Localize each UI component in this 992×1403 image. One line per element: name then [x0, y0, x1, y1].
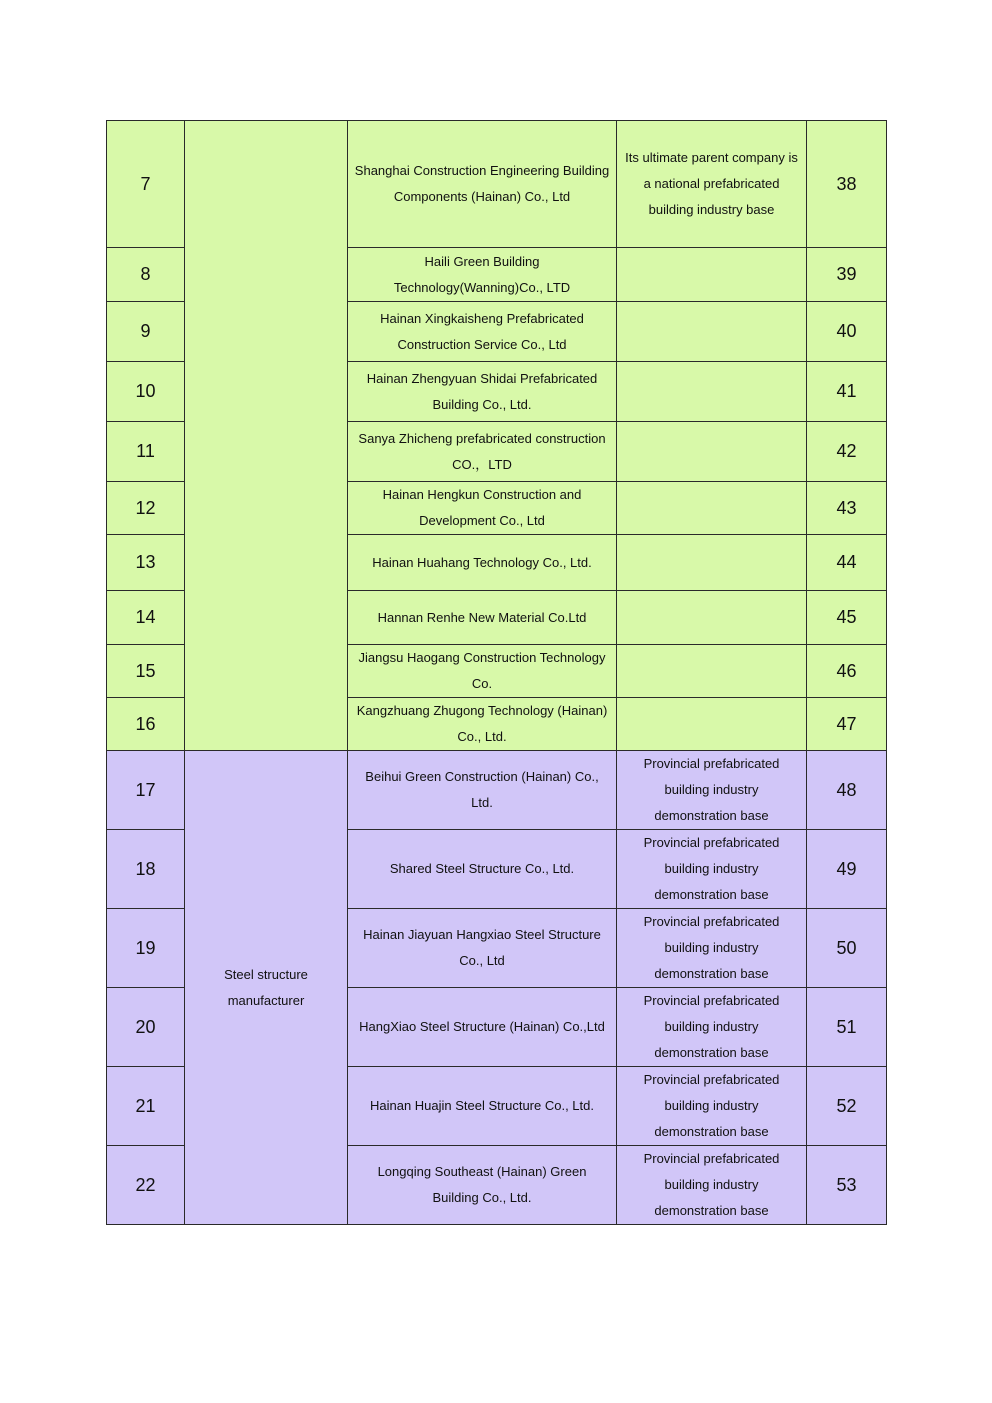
category-cell: [185, 121, 348, 751]
company-name: Hannan Renhe New Material Co.Ltd: [348, 591, 617, 645]
page-number: 50: [807, 909, 887, 988]
row-number: 22: [107, 1146, 185, 1225]
company-name: Hainan Xingkaisheng Prefabricated Construction Service Co., Ltd: [348, 302, 617, 362]
company-name: Shanghai Construction Engineering Building Components (Hainan) Co., Ltd: [348, 121, 617, 248]
company-note: Provincial prefabricated building industry demonstration base: [617, 1067, 807, 1146]
row-number: 19: [107, 909, 185, 988]
page-number: 48: [807, 751, 887, 830]
company-name: Hainan Hengkun Construction and Development Co., Ltd: [348, 482, 617, 535]
row-number: 13: [107, 535, 185, 591]
row-number: 12: [107, 482, 185, 535]
row-number: 8: [107, 248, 185, 302]
company-note: Provincial prefabricated building industry demonstration base: [617, 830, 807, 909]
company-name: Kangzhuang Zhugong Technology (Hainan) Co., Ltd.: [348, 698, 617, 751]
page-number: 53: [807, 1146, 887, 1225]
page-number: 40: [807, 302, 887, 362]
company-name: Longqing Southeast (Hainan) Green Building Co., Ltd.: [348, 1146, 617, 1225]
company-note: [617, 248, 807, 302]
row-number: 10: [107, 362, 185, 422]
company-note: Its ultimate parent company is a national prefabricated building industry base: [617, 121, 807, 248]
company-note: Provincial prefabricated building industry demonstration base: [617, 751, 807, 830]
company-note: [617, 645, 807, 698]
company-note: [617, 302, 807, 362]
company-name: Hainan Jiayuan Hangxiao Steel Structure Co., Ltd: [348, 909, 617, 988]
company-name: Jiangsu Haogang Construction Technology Co.: [348, 645, 617, 698]
row-number: 14: [107, 591, 185, 645]
row-number: 18: [107, 830, 185, 909]
company-note: Provincial prefabricated building industry demonstration base: [617, 1146, 807, 1225]
page-number: 47: [807, 698, 887, 751]
page-number: 39: [807, 248, 887, 302]
company-note: Provincial prefabricated building industry demonstration base: [617, 909, 807, 988]
company-table: [106, 120, 887, 1225]
company-name: Hainan Huajin Steel Structure Co., Ltd.: [348, 1067, 617, 1146]
company-name: Haili Green Building Technology(Wanning)Co., LTD: [348, 248, 617, 302]
company-name: HangXiao Steel Structure (Hainan) Co.,Ltd: [348, 988, 617, 1067]
company-note: [617, 362, 807, 422]
company-name: Hainan Zhengyuan Shidai Prefabricated Building Co., Ltd.: [348, 362, 617, 422]
category-cell: Steel structure manufacturer: [185, 751, 348, 1225]
row-number: 7: [107, 121, 185, 248]
page-number: 44: [807, 535, 887, 591]
row-number: 20: [107, 988, 185, 1067]
company-name: Hainan Huahang Technology Co., Ltd.: [348, 535, 617, 591]
page-number: 38: [807, 121, 887, 248]
row-number: 16: [107, 698, 185, 751]
row-number: 17: [107, 751, 185, 830]
row-number: 21: [107, 1067, 185, 1146]
page-number: 42: [807, 422, 887, 482]
company-note: [617, 482, 807, 535]
page-number: 45: [807, 591, 887, 645]
company-note: [617, 535, 807, 591]
row-number: 11: [107, 422, 185, 482]
company-note: [617, 591, 807, 645]
table-row: [107, 121, 887, 248]
page-number: 46: [807, 645, 887, 698]
page-number: 49: [807, 830, 887, 909]
table-row: [107, 751, 887, 830]
company-note: Provincial prefabricated building industry demonstration base: [617, 988, 807, 1067]
company-name: Sanya Zhicheng prefabricated construction CO.，LTD: [348, 422, 617, 482]
company-note: [617, 422, 807, 482]
row-number: 9: [107, 302, 185, 362]
page-number: 41: [807, 362, 887, 422]
page-number: 51: [807, 988, 887, 1067]
company-note: [617, 698, 807, 751]
page-number: 52: [807, 1067, 887, 1146]
row-number: 15: [107, 645, 185, 698]
page-number: 43: [807, 482, 887, 535]
company-name: Shared Steel Structure Co., Ltd.: [348, 830, 617, 909]
company-name: Beihui Green Construction (Hainan) Co., Ltd.: [348, 751, 617, 830]
